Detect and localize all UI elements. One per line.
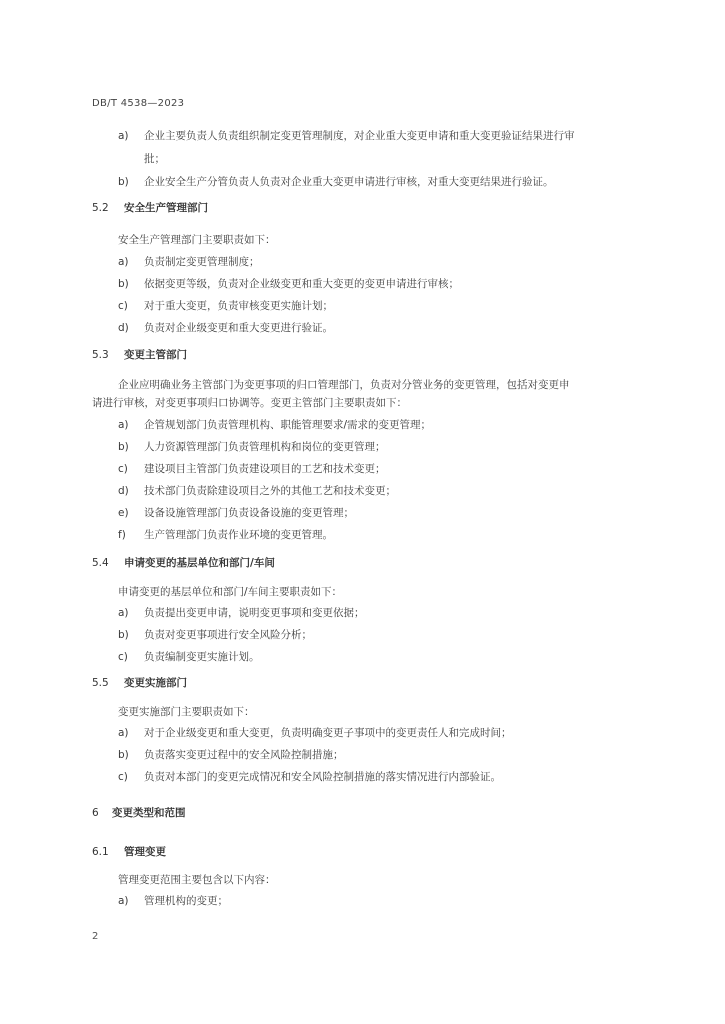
list-item (118, 299, 333, 313)
list-marker: b) (118, 176, 129, 188)
list-item-text: 负责编制变更实施计划。 (144, 651, 260, 663)
list-item (118, 528, 333, 542)
list-item-text: 建设项目主管部门负责建设项目的工艺和技术变更； (144, 463, 386, 475)
list-marker: f) (118, 529, 126, 541)
list-item-text: 依据变更等级，负责对企业级变更和重大变更的变更申请进行审核； (144, 278, 459, 290)
list-item (118, 255, 260, 269)
section-number: 5.4 (92, 557, 109, 569)
list-marker: c) (118, 300, 128, 312)
list-item (118, 506, 354, 520)
list-item-text: 负责制定变更管理制度； (144, 256, 260, 268)
list-marker: a) (118, 130, 129, 142)
list-item (118, 606, 365, 620)
list-marker: a) (118, 895, 129, 907)
list-item (118, 628, 312, 642)
section-title: 变更主管部门 (124, 349, 187, 361)
list-marker: d) (118, 322, 129, 334)
section-title: 申请变更的基层单位和部门/车间 (124, 557, 275, 569)
list-item-continuation: 批； (144, 153, 165, 165)
chapter-number: 6 (92, 807, 99, 819)
list-item-text: 管理机构的变更； (144, 895, 228, 907)
list-item-text: 技术部门负责除建设项目之外的其他工艺和技术变更； (144, 485, 396, 497)
list-marker: c) (118, 463, 128, 475)
section-intro-line-2: 请进行审核，对变更事项归口协调等。变更主管部门主要职责如下： (92, 397, 407, 409)
list-marker: a) (118, 607, 129, 619)
list-item-text: 企管规划部门负责管理机构、职能管理要求/需求的变更管理； (144, 419, 432, 431)
list-item-text: 负责对企业级变更和重大变更进行验证。 (144, 322, 333, 334)
section-intro: 管理变更范围主要包含以下内容： (118, 874, 276, 886)
list-marker: b) (118, 278, 129, 290)
list-item-text: 对于企业级变更和重大变更，负责明确变更子事项中的变更责任人和完成时间； (144, 727, 512, 739)
list-item-text: 企业主要负责人负责组织制定变更管理制度，对企业重大变更申请和重大变更验证结果进行审 (144, 130, 575, 142)
list-item (118, 440, 386, 454)
section-heading-5-5 (92, 676, 187, 690)
list-marker: c) (118, 651, 128, 663)
section-number: 5.5 (92, 677, 109, 689)
list-item (118, 748, 344, 762)
section-intro: 变更实施部门主要职责如下： (118, 706, 255, 718)
page-number: 2 (92, 931, 99, 942)
list-item-text: 人力资源管理部门负责管理机构和岗位的变更管理； (144, 441, 386, 453)
section-heading-5-3 (92, 348, 187, 362)
list-item-text: 生产管理部门负责作业环境的变更管理。 (144, 529, 333, 541)
section-number: 6.1 (92, 846, 109, 858)
list-item-text: 对于重大变更，负责审核变更实施计划； (144, 300, 333, 312)
chapter-title: 变更类型和范围 (112, 807, 186, 819)
list-item (118, 462, 386, 476)
list-item (118, 726, 512, 740)
list-marker: b) (118, 749, 129, 761)
list-item (118, 484, 396, 498)
list-item-text: 设备设施管理部门负责设备设施的变更管理； (144, 507, 354, 519)
list-item (118, 894, 228, 908)
list-item-text: 负责落实变更过程中的安全风险控制措施； (144, 749, 344, 761)
section-number: 5.2 (92, 202, 109, 214)
section-title: 安全生产管理部门 (124, 202, 208, 214)
section-title: 变更实施部门 (124, 677, 187, 689)
list-marker: c) (118, 771, 128, 783)
list-marker: b) (118, 629, 129, 641)
section-heading-6-1 (92, 845, 166, 859)
section-title: 管理变更 (124, 846, 166, 858)
section-number: 5.3 (92, 349, 109, 361)
list-marker: e) (118, 507, 129, 519)
list-marker: b) (118, 441, 129, 453)
list-item (118, 277, 459, 291)
list-item (118, 129, 575, 143)
section-intro: 安全生产管理部门主要职责如下： (118, 234, 276, 246)
list-item (118, 418, 431, 432)
list-marker: a) (118, 419, 129, 431)
list-marker: d) (118, 485, 129, 497)
list-item-text: 负责对本部门的变更完成情况和安全风险控制措施的落实情况进行内部验证。 (144, 771, 501, 783)
list-item-text: 负责对变更事项进行安全风险分析； (144, 629, 312, 641)
section-heading-5-4 (92, 556, 275, 570)
standard-code-header: DB/T 4538—2023 (92, 98, 185, 109)
section-heading-5-2 (92, 201, 208, 215)
list-item-text: 企业安全生产分管负责人负责对企业重大变更申请进行审核，对重大变更结果进行验证。 (144, 176, 554, 188)
section-intro: 申请变更的基层单位和部门/车间主要职责如下： (118, 586, 343, 598)
section-intro-line-1: 企业应明确业务主管部门为变更事项的归口管理部门，负责对分管业务的变更管理，包括对变更申 (118, 379, 570, 391)
list-item-text: 负责提出变更申请，说明变更事项和变更依据； (144, 607, 365, 619)
list-marker: a) (118, 256, 129, 268)
list-item (118, 770, 501, 784)
list-marker: a) (118, 727, 129, 739)
chapter-heading-6 (92, 806, 186, 820)
list-item (118, 321, 333, 335)
list-item (118, 650, 260, 664)
list-item (118, 175, 554, 189)
